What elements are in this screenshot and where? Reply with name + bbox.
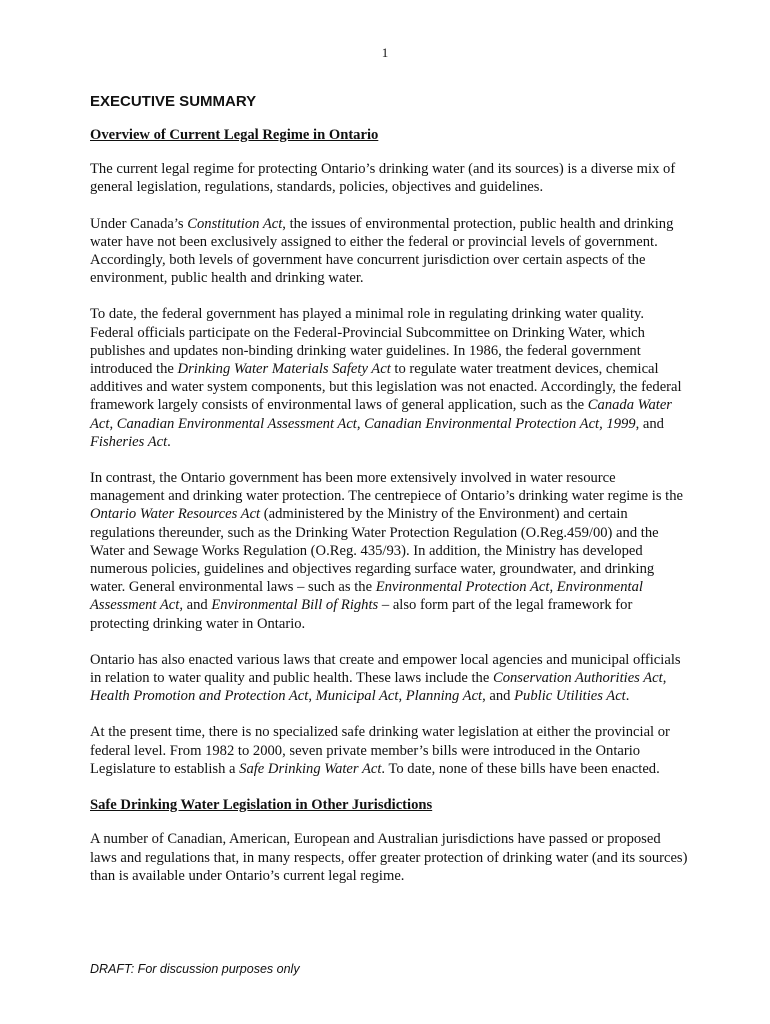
- act-name: Health Promotion and Protection Act: [90, 688, 309, 705]
- text-run: (administered by the Ministry of the Environment) and certain regulations thereunder, such as the Drinking Water Protection Regulation (O.Reg.459/00) and the Water and Sewage Works Regulation (O.Reg. 435/93). In addition, the Ministry has developed numerous policies, guidelines and objectives regarding surface water, groundwater, and drinking water. General environmental laws – such as the: [90, 506, 659, 596]
- paragraph-present-time: [90, 723, 690, 778]
- act-name: Municipal Act: [315, 688, 399, 705]
- paragraph-local-agencies: [90, 651, 690, 706]
- text-run: ,: [398, 688, 406, 705]
- text-run: At the present time, there is no specialized safe drinking water legislation at either the provincial or federal level. From 1982 to 2000, seven private member’s bills were introduced in the Ontario Legislature to establish a: [90, 724, 670, 777]
- text-run: , the issues of environmental protection, public health and drinking water have not been exclusively assigned to either the federal or provincial levels of government. Accordingly, both levels of government have concurrent jurisdiction over certain aspects of the environment, public health and drinking water.: [90, 215, 674, 287]
- act-name: Drinking Water Materials Safety Act: [177, 361, 391, 378]
- text-run: To date, the federal government has played a minimal role in regulating drinking water quality. Federal officials participate on the Federal-Provincial Subcommittee on Drinking Water, which publishes and updates non-binding drinking water guidelines. In 1986, the federal government introduced the: [90, 306, 645, 378]
- act-name: Canadian Environmental Protection Act, 1999: [364, 415, 636, 432]
- act-name: Canada Water Act: [90, 397, 672, 432]
- page-title: EXECUTIVE SUMMARY: [90, 93, 257, 110]
- text-run: Under Canada’s: [90, 215, 188, 232]
- act-name: Environmental Bill of Rights: [211, 597, 379, 614]
- text-run: ,: [662, 670, 667, 687]
- act-name: Fisheries Act: [90, 433, 168, 450]
- act-name: Canadian Environmental Assessment Act: [116, 415, 357, 432]
- text-run: . To date, none of these bills have been enacted.: [381, 760, 660, 777]
- paragraph-legal-regime: The current legal regime for protecting Ontario’s drinking water (and its sources) is a diverse mix of general legislation, regulations, standards, policies, objectives and guidelines.: [90, 161, 676, 196]
- section-heading-other-jurisdictions: Safe Drinking Water Legislation in Other Jurisdictions: [90, 797, 433, 814]
- paragraph-federal-role: [90, 305, 690, 451]
- text-run: ,: [549, 579, 557, 596]
- text-run: .: [625, 688, 630, 705]
- paragraph-other-jurisdictions: A number of Canadian, American, European and Australian jurisdictions have passed or proposed laws and regulations that, in many respects, offer greater protection of drinking water (and its sources) than is available under Ontario’s current legal regime.: [90, 831, 688, 884]
- text-run: Ontario has also enacted various laws that create and empower local agencies and municipal officials in relation to water quality and public health. These laws include the: [90, 651, 681, 687]
- text-run: – also form part of the legal framework for protecting drinking water in Ontario.: [90, 597, 633, 632]
- act-name: Ontario Water Resources Act: [90, 506, 261, 523]
- text-run: , and: [482, 688, 515, 705]
- paragraph-ontario-role: [90, 469, 690, 633]
- act-name: Constitution Act: [187, 215, 283, 232]
- text-run: ,: [109, 415, 117, 432]
- act-name: Planning Act: [405, 688, 483, 705]
- section-heading-overview: Overview of Current Legal Regime in Ontario: [90, 127, 379, 143]
- text-run: , and: [179, 597, 212, 614]
- act-name: Environmental Assessment Act: [90, 579, 643, 614]
- page-number: 1: [381, 45, 389, 60]
- act-name: Safe Drinking Water Act: [239, 760, 382, 777]
- act-name: Environmental Protection Act: [375, 579, 550, 596]
- footer-draft-note: DRAFT: For discussion purposes only: [90, 962, 300, 976]
- text-run: ,: [356, 415, 365, 432]
- text-run: to regulate water treatment devices, chemical additives and water system components, but this legislation was not enacted. Accordingly, the federal framework largely consists of environmental laws of general application, such as the: [90, 361, 682, 414]
- text-run: In contrast, the Ontario government has been more extensively involved in water resource management and drinking water protection. The centrepiece of Ontario’s drinking water regime is the: [90, 470, 683, 505]
- text-run: ,: [308, 688, 316, 705]
- paragraph-constitution: [90, 215, 690, 288]
- act-name: Conservation Authorities Act: [492, 670, 663, 687]
- text-run: .: [167, 433, 171, 450]
- act-name: Public Utilities Act: [514, 688, 626, 705]
- text-run: , and: [635, 415, 664, 432]
- document-body: [90, 93, 690, 885]
